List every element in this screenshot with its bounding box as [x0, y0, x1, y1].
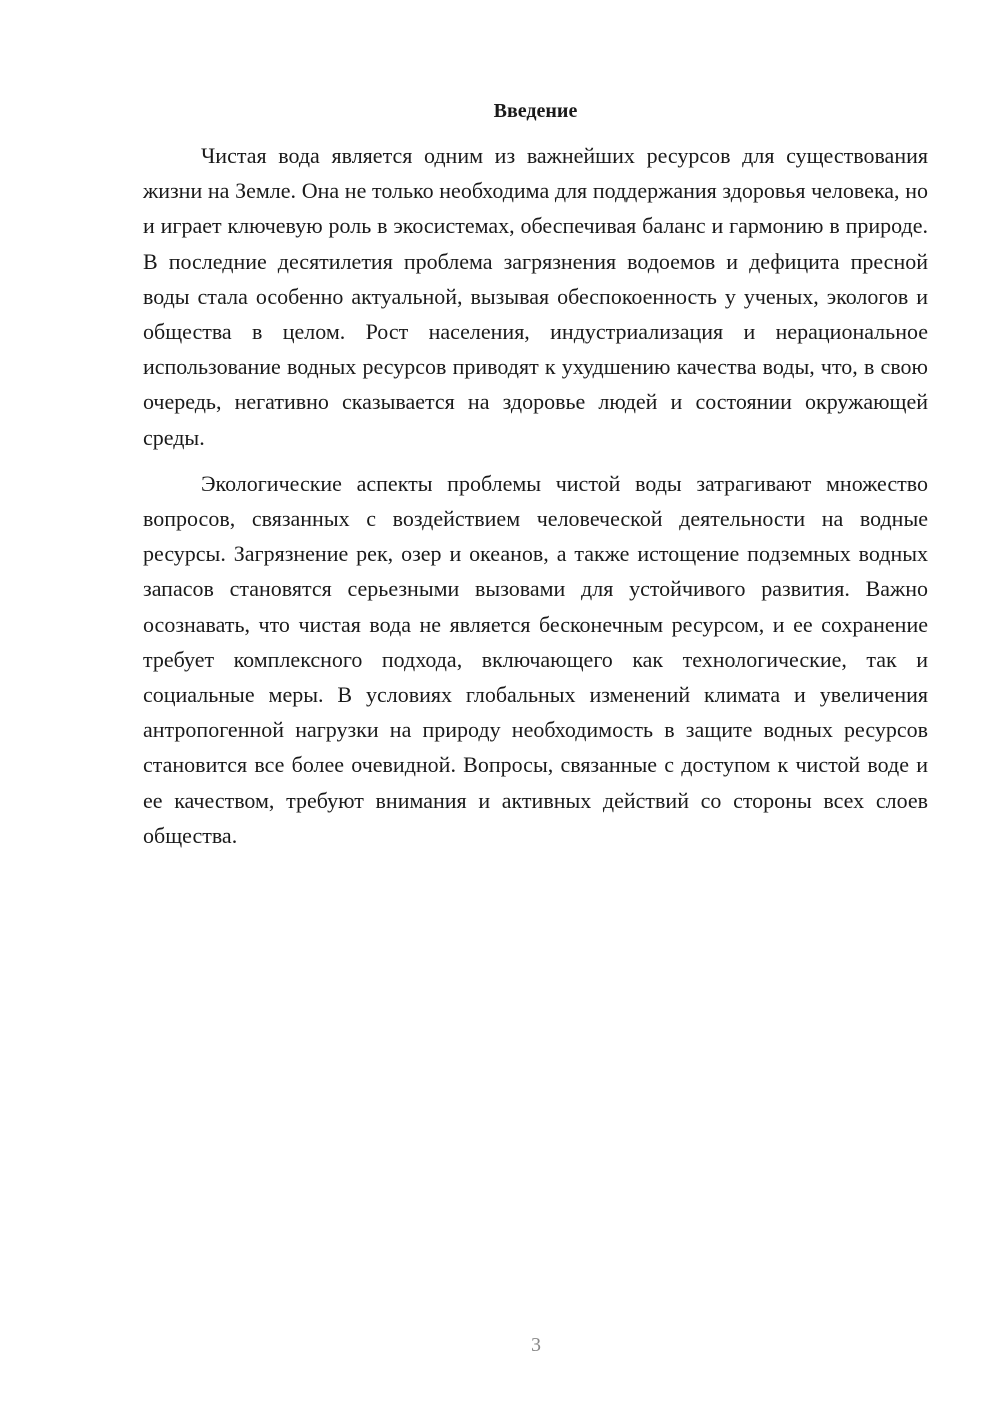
page-number: 3: [531, 1334, 541, 1356]
paragraph-intro: Чистая вода является одним из важнейших ресурсов для существования жизни на Земле. Она не только необходима для поддержания здоровья человека, но и играет ключевую роль в экосистемах, обеспечивая баланс и гармонию в природе. В последние десятилетия проблема загрязнения водоемов и дефицита пресной воды стала особенно актуальной, вызывая обеспокоенность у ученых, экологов и общества в целом. Рост населения, индустриализация и нерациональное использование водных ресурсов приводят к ухудшению качества воды, что, в свою очередь, негативно сказывается на здоровье людей и состоянии окружающей среды.: [143, 143, 928, 450]
section-title: Введение: [493, 100, 578, 122]
paragraph-ecology: Экологические аспекты проблемы чистой воды затрагивают множество вопросов, связанных с воздействием человеческой деятельности на водные ресурсы. Загрязнение рек, озер и океанов, а также истощение подземных водных запасов становятся серьезными вызовами для устойчивого развития. Важно осознавать, что чистая вода не является бесконечным ресурсом, и ее сохранение требует комплексного подхода, включающего как технологические, так и социальные меры. В условиях глобальных изменений климата и увеличения антропогенной нагрузки на природу необходимость в защите водных ресурсов становится все более очевидной. Вопросы, связанные с доступом к чистой воде и ее качеством, требуют внимания и активных действий со стороны всех слоев общества.: [143, 470, 928, 848]
page-content: [143, 96, 928, 853]
